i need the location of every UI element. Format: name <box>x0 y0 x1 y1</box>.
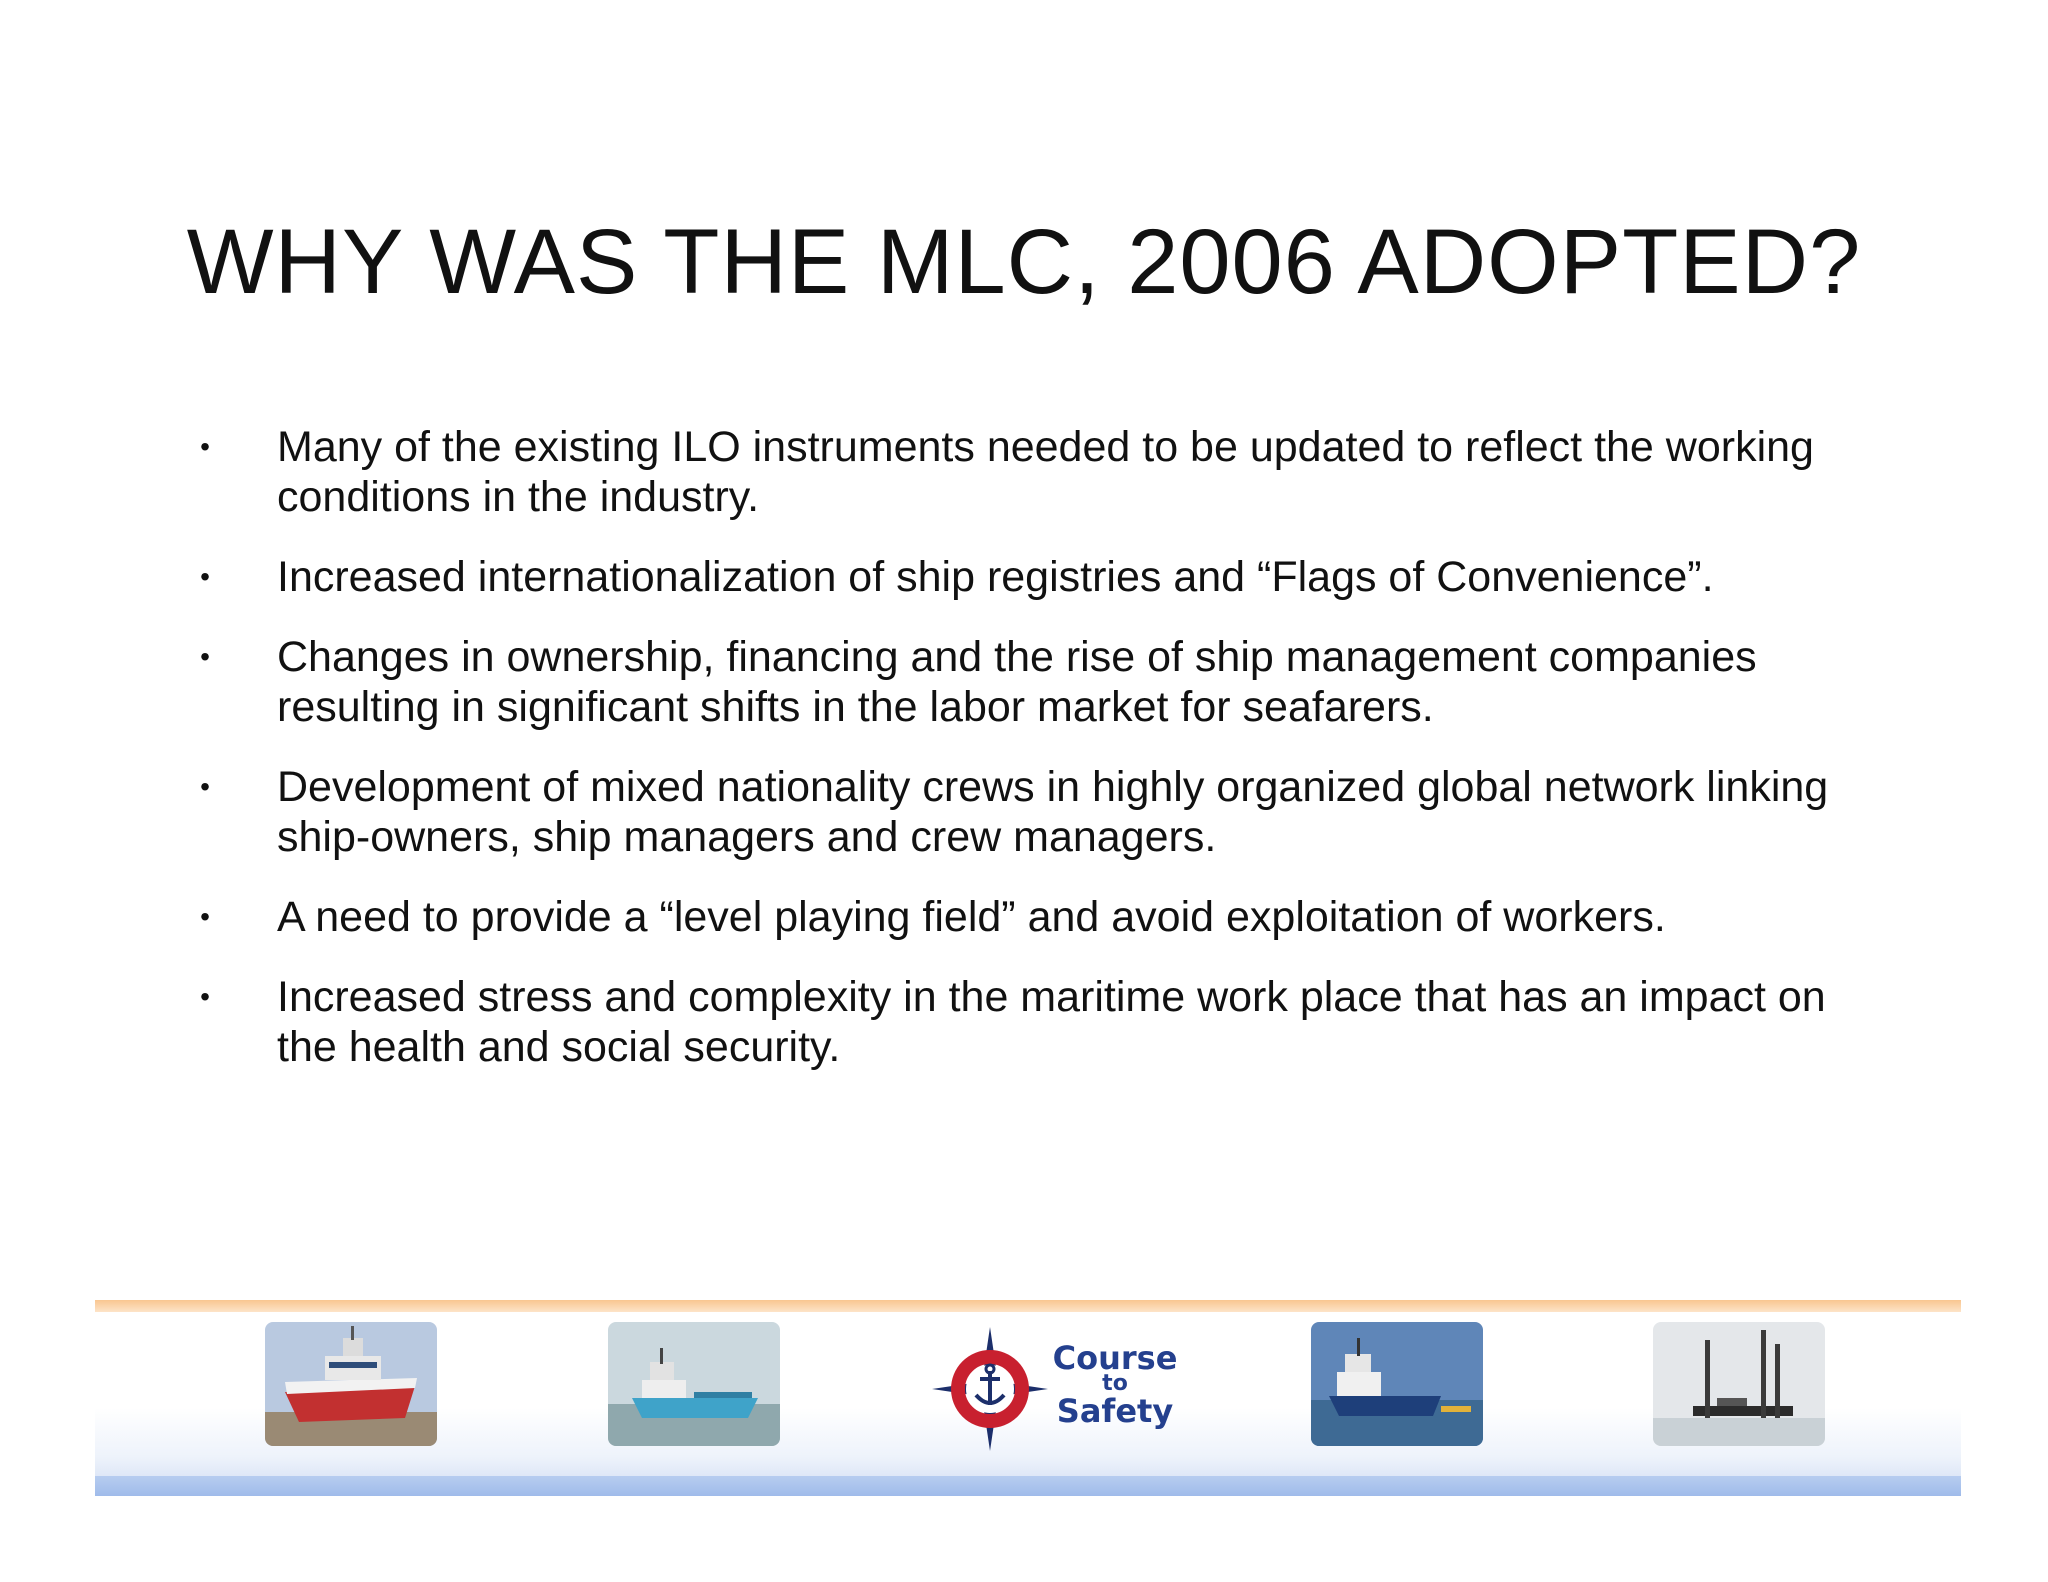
bullet-text: Many of the existing ILO instruments needed to be updated to reflect the working conditions in the industry. <box>277 423 1814 521</box>
bullet-marker: • <box>200 641 210 672</box>
bullet-text: A need to provide a “level playing field” and avoid exploitation of workers. <box>277 893 1666 941</box>
course-to-safety-logo <box>930 1325 1190 1455</box>
bullet-list <box>195 422 1895 1102</box>
bullet-item <box>195 422 1895 522</box>
bullet-text: Increased stress and complexity in the maritime work place that has an impact on the health and social security. <box>277 973 1826 1071</box>
bullet-marker: • <box>200 771 210 802</box>
bullet-item <box>195 972 1895 1072</box>
offshore-vessel-photo <box>608 1322 780 1446</box>
compass-anchor-icon <box>930 1325 1050 1455</box>
slide-title: WHY WAS THE MLC, 2006 ADOPTED? <box>186 211 1862 313</box>
bullet-marker: • <box>200 561 210 592</box>
bullet-marker: • <box>200 981 210 1012</box>
logo-text-to: to <box>1102 1371 1128 1396</box>
jackup-rig-photo <box>1653 1322 1825 1446</box>
bullet-text: Changes in ownership, financing and the rise of ship management companies resulting in significant shifts in the labor market for seafarers. <box>277 633 1757 731</box>
ship-drydock-photo <box>265 1322 437 1446</box>
bullet-marker: • <box>200 901 210 932</box>
logo-text-course: Course <box>1052 1339 1178 1377</box>
logo-wordmark <box>1050 1341 1180 1429</box>
bullet-item <box>195 632 1895 732</box>
bullet-item <box>195 552 1895 602</box>
bullet-text: Development of mixed nationality crews in highly organized global network linking ship-owners, ship managers and crew managers. <box>277 763 1829 861</box>
bullet-text: Increased internationalization of ship registries and “Flags of Convenience”. <box>277 553 1714 601</box>
bullet-marker: • <box>200 431 210 462</box>
bullet-item <box>195 762 1895 862</box>
bullet-item <box>195 892 1895 942</box>
logo-text-safety: Safety <box>1056 1392 1174 1430</box>
supply-vessel-photo <box>1311 1322 1483 1446</box>
footer-blue-stripe <box>95 1476 1961 1496</box>
footer-orange-stripe <box>95 1300 1961 1312</box>
